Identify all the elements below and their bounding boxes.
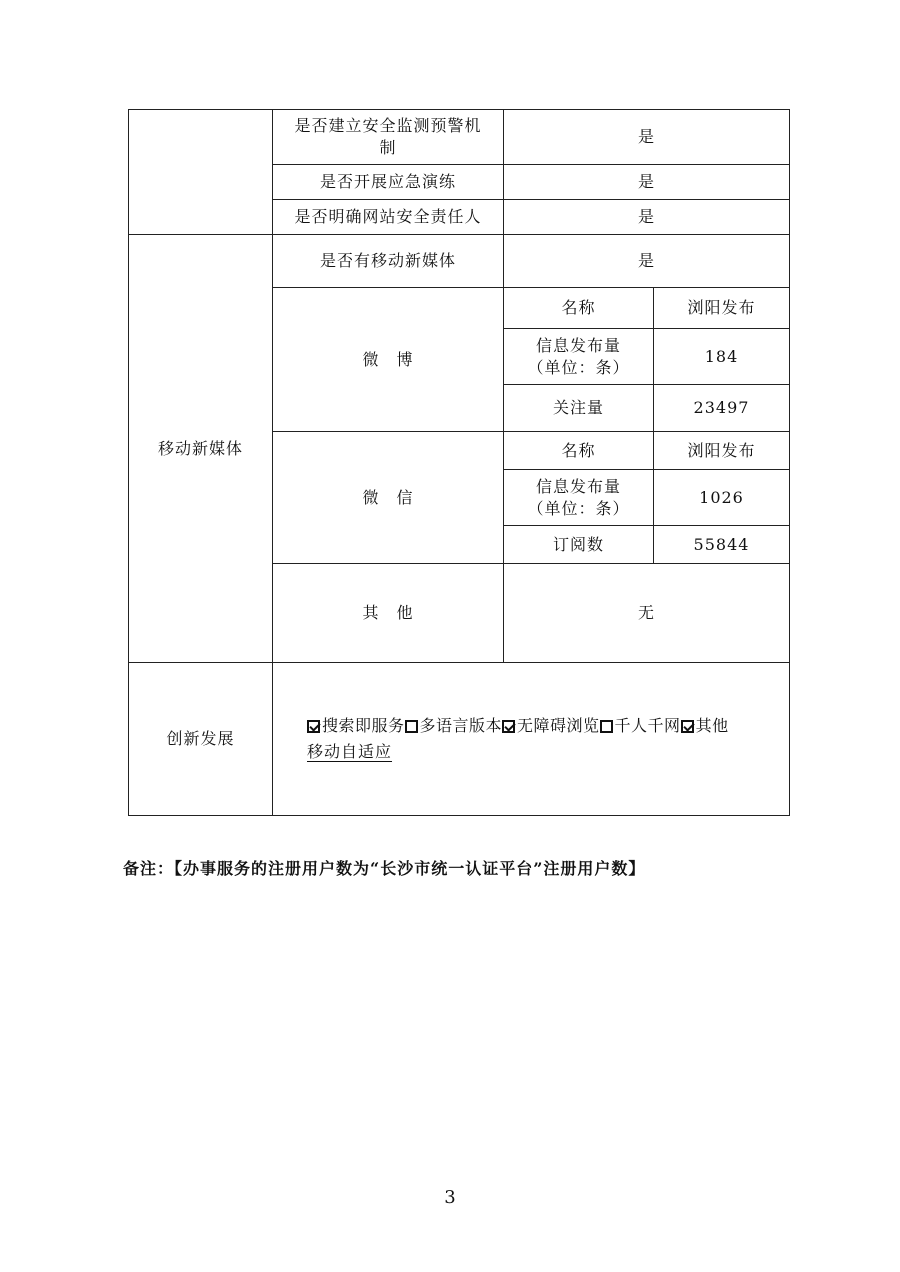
security-owner-value: 是 <box>504 200 790 235</box>
weibo-followers-value: 23497 <box>654 385 790 432</box>
other-media-value: 无 <box>504 564 790 663</box>
weibo-label: 微 博 <box>273 288 504 432</box>
weibo-followers-label: 关注量 <box>504 385 654 432</box>
innovation-label: 创新发展 <box>129 663 273 816</box>
page-number: 3 <box>444 1187 456 1208</box>
option-other-label: 其他 <box>695 716 729 735</box>
checkbox-unchecked-icon[interactable] <box>405 720 418 733</box>
innovation-options-line <box>307 715 781 737</box>
report-table-container <box>128 109 789 816</box>
checkbox-unchecked-icon[interactable] <box>600 720 613 733</box>
innovation-other-line <box>307 741 781 763</box>
option-personalized-label: 千人千网 <box>614 716 681 735</box>
wechat-posts-value: 1026 <box>654 470 790 526</box>
option-multi-language[interactable] <box>405 716 503 735</box>
option-search-service[interactable] <box>307 716 405 735</box>
wechat-posts-label-line1: 信息发布量 <box>535 476 621 496</box>
weibo-posts-label-line1: 信息发布量 <box>535 335 621 355</box>
wechat-label: 微 信 <box>273 432 504 564</box>
checkbox-checked-icon[interactable] <box>502 720 515 733</box>
weibo-name-value: 浏阳发布 <box>654 288 790 329</box>
media-section-label: 移动新媒体 <box>129 235 273 663</box>
security-section-cell <box>129 110 273 235</box>
other-media-label: 其 他 <box>273 564 504 663</box>
checkbox-checked-icon[interactable] <box>681 720 694 733</box>
option-multi-language-label: 多语言版本 <box>419 716 503 735</box>
weibo-posts-label-line2: （单位：条） <box>527 357 630 377</box>
security-monitor-value: 是 <box>504 110 790 165</box>
wechat-subscribers-label: 订阅数 <box>504 526 654 564</box>
option-search-service-label: 搜索即服务 <box>322 716 405 735</box>
report-table <box>128 109 790 816</box>
table-row <box>129 663 790 816</box>
wechat-posts-label <box>504 470 654 526</box>
option-other[interactable] <box>681 716 729 735</box>
innovation-other-text: 移动自适应 <box>307 742 393 761</box>
table-row <box>129 235 790 288</box>
has-media-value: 是 <box>504 235 790 288</box>
wechat-posts-label-line2: （单位：条） <box>527 498 630 518</box>
innovation-options-cell <box>273 663 790 816</box>
table-row <box>129 110 790 165</box>
emergency-drill-label: 是否开展应急演练 <box>273 165 504 200</box>
wechat-name-label: 名称 <box>504 432 654 470</box>
option-accessibility[interactable] <box>502 716 600 735</box>
option-accessibility-label: 无障碍浏览 <box>517 716 600 735</box>
security-owner-label: 是否明确网站安全责任人 <box>273 200 504 235</box>
has-media-label: 是否有移动新媒体 <box>273 235 504 288</box>
wechat-subscribers-value: 55844 <box>654 526 790 564</box>
checkbox-checked-icon[interactable] <box>307 720 320 733</box>
weibo-posts-value: 184 <box>654 329 790 385</box>
security-monitor-label: 是否建立安全监测预警机制 <box>273 110 504 165</box>
option-personalized[interactable] <box>600 716 681 735</box>
footnote: 备注：【办事服务的注册用户数为“长沙市统一认证平台”注册用户数】 <box>123 859 646 878</box>
weibo-name-label: 名称 <box>504 288 654 329</box>
emergency-drill-value: 是 <box>504 165 790 200</box>
weibo-posts-label <box>504 329 654 385</box>
wechat-name-value: 浏阳发布 <box>654 432 790 470</box>
